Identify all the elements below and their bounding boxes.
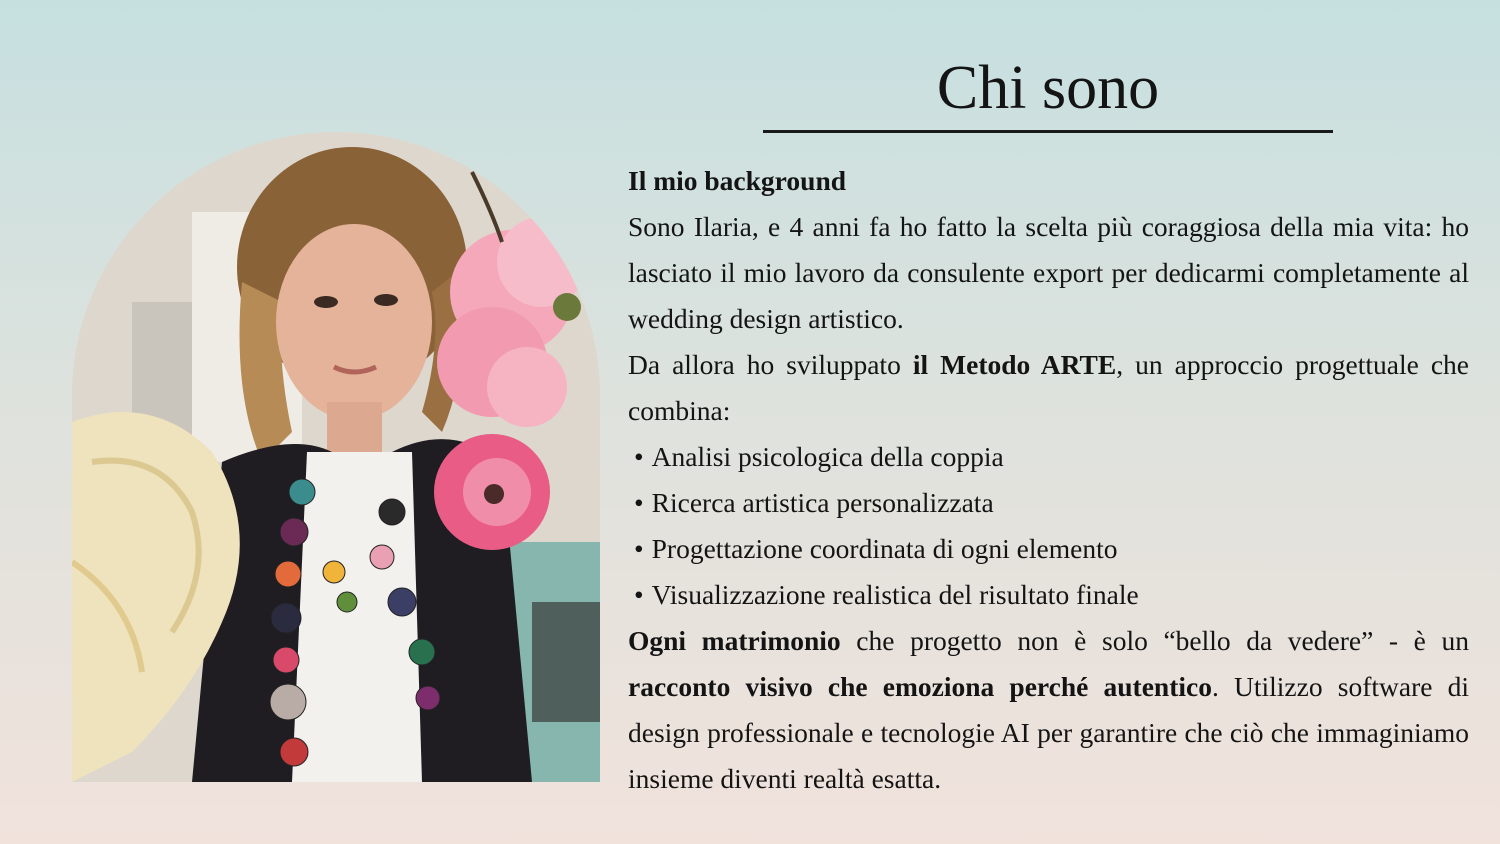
closing-bold-1: Ogni matrimonio <box>628 625 841 656</box>
method-name: il Metodo ARTE <box>912 349 1117 380</box>
page-title: Chi sono <box>936 54 1160 122</box>
portrait-photo <box>72 132 600 782</box>
method-text-before: Da allora ho sviluppato <box>628 349 913 380</box>
method-steps-list <box>628 434 1469 618</box>
closing-paragraph <box>628 618 1469 802</box>
bio-section <box>628 158 1469 802</box>
intro-paragraph: Sono Ilaria, e 4 anni fa ho fatto la scelta più coraggiosa della mia vita: ho lasciato il mio lavoro da consulente export per dedicarmi completamente al wedding design artistico. <box>628 211 1469 334</box>
list-item: • Progettazione coordinata di ogni elemento <box>634 526 1469 572</box>
section-heading: Il mio background <box>628 165 847 196</box>
closing-bold-2: racconto visivo che emoziona perché autentico <box>628 671 1212 702</box>
list-item: • Analisi psicologica della coppia <box>634 434 1469 480</box>
closing-text-1: che progetto non è solo “bello da vedere” - è un <box>840 625 1469 656</box>
method-paragraph <box>628 342 1469 434</box>
title-underline <box>763 130 1333 133</box>
list-item: • Visualizzazione realistica del risultato finale <box>634 572 1469 618</box>
method-text-after: , un approccio progettuale che combina: <box>628 349 1469 426</box>
portrait-illustration <box>72 132 600 782</box>
list-item: • Ricerca artistica personalizzata <box>634 480 1469 526</box>
closing-text-2: . Utilizzo software di design professionale e tecnologie AI per garantire che ciò che immaginiamo insieme diventi realtà esatta. <box>628 671 1469 794</box>
